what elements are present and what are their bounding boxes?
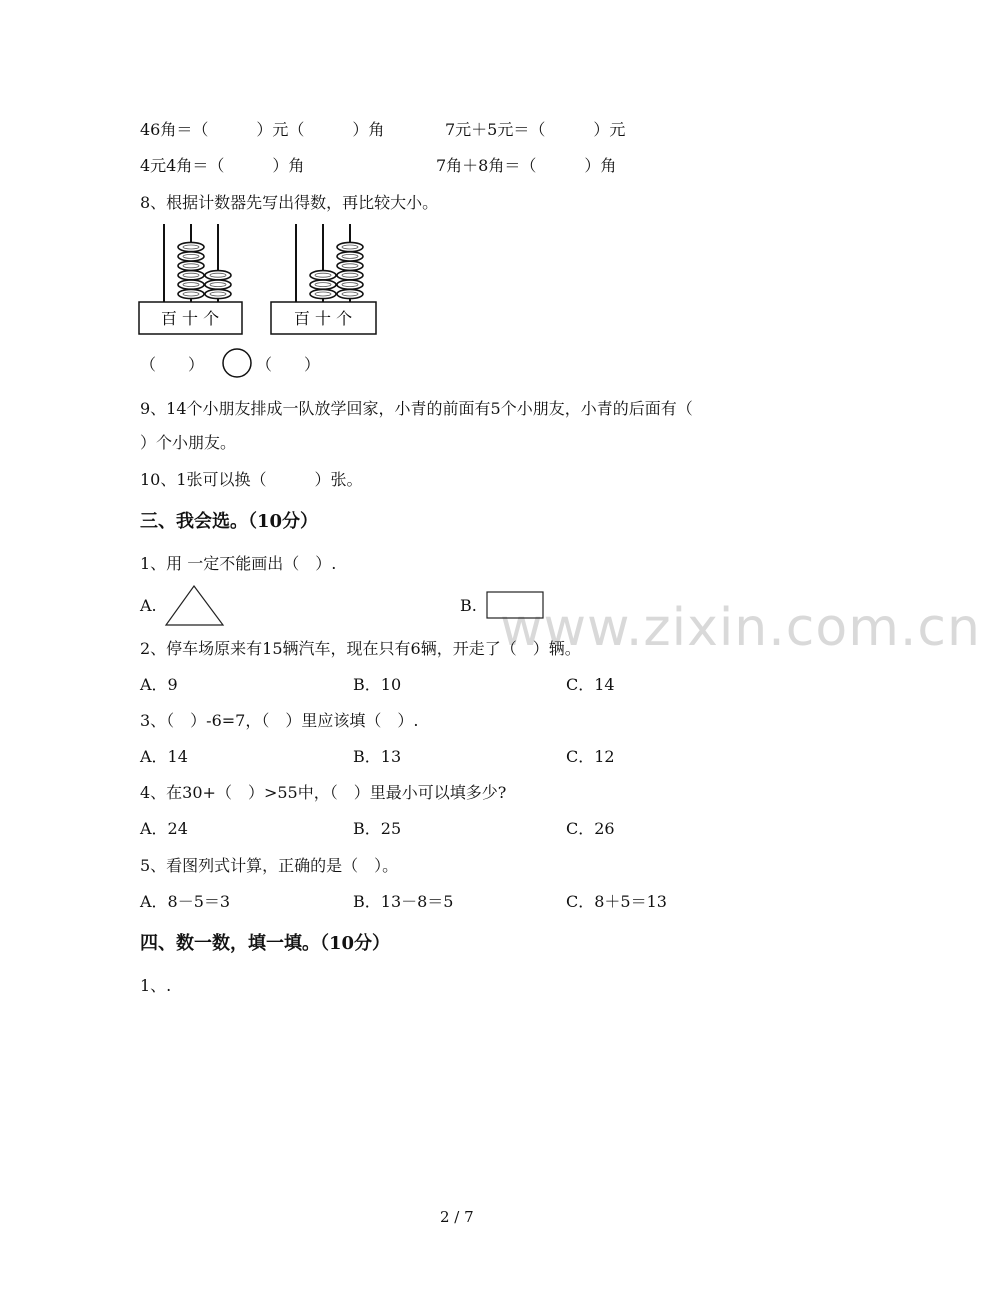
abacus-1-tens-bead [178,242,204,251]
s3-q3-option-c: C．12 [566,747,615,766]
compare-circle [222,348,252,378]
s3-q2-text: 2、停车场原来有15辆汽车，现在只有6辆，开走了（ ）辆。 [140,639,581,658]
section3-title: 三、我会选。（10分） [140,511,319,532]
abacus-1-tens-bead [178,280,204,289]
s3-q5-option-b: B．13－8＝5 [353,892,454,911]
q8-text: 8、根据计数器先写出得数，再比较大小。 [140,193,439,212]
s3-q5-option-a: A．8－5＝3 [140,892,231,911]
abacus-2-tens-bead [310,289,336,298]
abacus-2-tens-bead [310,271,336,280]
s3-q1-option-b: B. [460,596,477,615]
s4-q1-text: 1、. [140,976,172,995]
s3-q5-text: 5、看图列式计算，正确的是（ ）。 [140,856,399,875]
abacus-2-ones-bead [337,289,363,298]
q7-line1-left: 46角＝（ ）元（ ）角 [140,120,385,139]
abacus-2-tens-bead [310,280,336,289]
triangle-shape-icon [164,584,226,628]
q9-line2: ）个小朋友。 [140,433,237,452]
abacus-2-ones-bead [337,271,363,280]
abacus-1-ones-bead [205,289,231,298]
section4-title: 四、数一数，填一填。（10分） [140,933,391,954]
abacus-1-place-labels: 百 十 个 [160,309,220,328]
compare-left-blank: （ ） [140,355,205,374]
q7-line2-left: 4元4角＝（ ）角 [140,156,305,175]
abacus-1-tens-bead [178,252,204,261]
abacus-counter-2 [270,224,380,336]
s3-q2-option-a: A．9 [140,675,178,694]
abacus-1-tens-bead [178,271,204,280]
q9-line1: 9、14个小朋友排成一队放学回家，小青的前面有5个小朋友，小青的后面有（ [140,399,693,418]
s3-q2-option-c: C．14 [566,675,615,694]
s3-q3-option-a: A．14 [140,747,188,766]
abacus-1-tens-bead [178,289,204,298]
abacus-2-ones-bead [337,252,363,261]
s3-q3-option-b: B．13 [353,747,402,766]
s3-q5-option-c: C．8＋5＝13 [566,892,667,911]
q10-text: 10、1张可以换（ ）张。 [140,470,363,489]
s3-q4-option-c: C．26 [566,819,615,838]
abacus-1-tens-bead [178,261,204,270]
abacus-1-ones-bead [205,271,231,280]
rectangle-shape-icon [486,590,546,620]
s3-q1-text: 1、用 一定不能画出（ ）. [140,554,337,573]
page-number: 2 / 7 [440,1208,474,1226]
q7-line2-right: 7角＋8角＝（ ）角 [436,156,617,175]
abacus-2-ones-bead [337,261,363,270]
abacus-2-ones-bead [337,280,363,289]
abacus-2-place-labels: 百 十 个 [293,309,353,328]
compare-right-blank: （ ） [256,355,321,374]
s3-q1-option-a: A. [140,596,157,615]
abacus-2-ones-bead [337,242,363,251]
watermark: www.zixin.com.cn [500,598,981,658]
abacus-counter-1 [138,224,248,336]
s3-q4-text: 4、在30+（ ）>55中，（ ）里最小可以填多少? [140,783,507,802]
s3-q4-option-a: A．24 [140,819,188,838]
abacus-1-ones-bead [205,280,231,289]
s3-q3-text: 3、（ ）-6=7，（ ）里应该填（ ）. [140,711,419,730]
q7-line1-right: 7元＋5元＝（ ）元 [445,120,626,139]
s3-q4-option-b: B．25 [353,819,402,838]
s3-q2-option-b: B．10 [353,675,402,694]
